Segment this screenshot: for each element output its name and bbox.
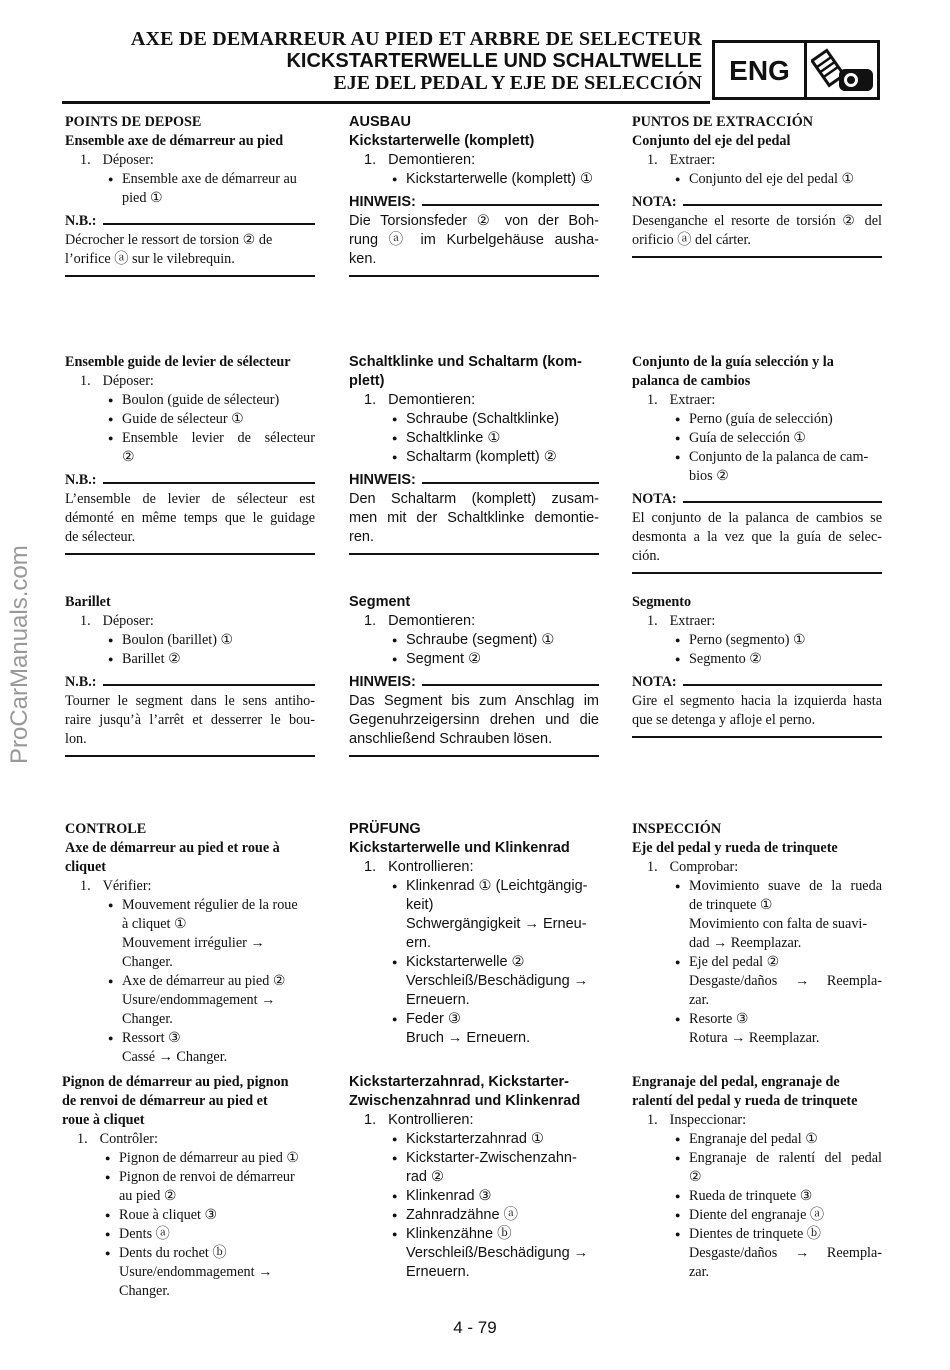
step-line: 1. Extraer: xyxy=(647,152,716,168)
subheading: Ensemble axe de démarreur au pied xyxy=(65,133,284,149)
subheading: Kickstarterwelle (komplett) xyxy=(349,133,535,149)
list-item: ● Zahnradzähne ⓐ xyxy=(349,1206,599,1225)
step-line: 1. Extraer: xyxy=(647,613,716,629)
list-item: ● Guía de selección ① xyxy=(632,429,882,448)
list-item-cont: zar. xyxy=(689,992,710,1008)
list-item-cont: zar. xyxy=(689,1264,710,1280)
subheading: plett) xyxy=(349,373,385,389)
title-spanish: EJE DEL PEDAL Y EJE DE SELECCIÓN xyxy=(333,72,702,94)
de-section-segment xyxy=(349,593,599,757)
note-text: ción. xyxy=(632,548,660,564)
note-text: orificio ⓐ del cárter. xyxy=(632,232,751,248)
list-item: ● Engranaje del pedal ① xyxy=(632,1130,882,1149)
step-line: 1. Demontieren: xyxy=(364,152,476,168)
list-item-cont: ern. xyxy=(406,935,431,951)
list-item: ● Kickstarterzahnrad ① xyxy=(349,1130,599,1149)
step-line: 1. Déposer: xyxy=(80,152,154,168)
list-item: ● Perno (segmento) ① xyxy=(632,631,882,650)
note-end-rule xyxy=(632,572,882,574)
note-end-rule xyxy=(65,275,315,277)
title-german: KICKSTARTERWELLE UND SCHALTWELLE xyxy=(286,50,702,72)
note-heading: HINWEIS: xyxy=(349,673,599,692)
note-end-rule xyxy=(632,736,882,738)
list-item: ● Conjunto de la palanca de cam- xyxy=(632,448,882,467)
note-text: men mit der Schaltklinke demontie- xyxy=(349,510,599,526)
note-end-rule xyxy=(349,755,599,757)
engine-piston-icon xyxy=(811,47,877,95)
subheading: roue à cliquet xyxy=(62,1112,145,1128)
list-item: ● Klinkenrad ① (Leichtgängig- xyxy=(349,877,599,896)
note-text: raire jusqu’à l’arrêt et desserrer le bou- xyxy=(65,712,315,728)
step-line: 1. Vérifier: xyxy=(80,878,152,894)
list-item: ● Perno (guía de selección) xyxy=(632,410,882,429)
list-item: ● Movimiento suave de la rueda xyxy=(632,877,882,896)
section-heading: CONTROLE xyxy=(65,821,147,837)
note-heading: NOTA: xyxy=(632,193,882,212)
note-text: Gire el segmento hacia la izquierda hasta xyxy=(632,693,882,709)
list-item: ● Eje del pedal ② xyxy=(632,953,882,972)
note-text: El conjunto de la palanca de cambios se xyxy=(632,510,882,526)
note-text: ken. xyxy=(349,251,377,267)
note-text: Décrocher le ressort de torsion ② de xyxy=(65,232,273,248)
subheading: Segment xyxy=(349,594,411,610)
list-item-cont: Verschleiß/Beschädigung → xyxy=(406,1245,589,1261)
list-item-cont: Mouvement irrégulier → xyxy=(122,935,265,951)
step-line: 1. Extraer: xyxy=(647,392,716,408)
note-end-rule xyxy=(349,553,599,555)
list-item-cont: dad → Reemplazar. xyxy=(689,935,802,951)
list-item: ● Dents du rochet ⓑ xyxy=(62,1244,312,1263)
note-heading: HINWEIS: xyxy=(349,471,599,490)
de-section-gears xyxy=(349,1073,599,1282)
de-section-inspection xyxy=(349,820,599,1048)
note-text: desmonta a la vez que la guía de selec- xyxy=(632,529,882,545)
note-text: lon. xyxy=(65,731,87,747)
note-text: L’ensemble de levier de sélecteur est xyxy=(65,491,315,507)
list-item-cont: Changer. xyxy=(122,954,173,970)
step-line: 1. Demontieren: xyxy=(364,392,476,408)
section-heading: AUSBAU xyxy=(349,114,412,130)
list-item-cont: Changer. xyxy=(119,1283,170,1299)
subheading: Pignon de démarreur au pied, pignon xyxy=(62,1074,289,1090)
page-number: 4 - 79 xyxy=(453,1318,497,1337)
list-item: ● Pignon de renvoi de démarreur xyxy=(62,1168,312,1187)
list-item: ● Feder ③ xyxy=(349,1010,599,1029)
list-item: ● Segment ② xyxy=(349,650,599,669)
subheading: Axe de démarreur au pied et roue à xyxy=(65,840,280,856)
es-section-gears xyxy=(632,1073,882,1282)
list-item: ● Schraube (Schaltklinke) xyxy=(349,410,599,429)
note-text: anschließend Schrauben lösen. xyxy=(349,731,553,747)
list-item: ● Klinkenzähne ⓑ xyxy=(349,1225,599,1244)
note-end-rule xyxy=(632,256,882,258)
list-item-cont: de trinquete ① xyxy=(689,897,773,913)
list-item: ● Diente del engranaje ⓐ xyxy=(632,1206,882,1225)
note-text: Desenganche el resorte de torsión ② del xyxy=(632,213,882,229)
section-badge xyxy=(712,40,880,100)
list-item: ● Resorte ③ xyxy=(632,1010,882,1029)
note-heading: HINWEIS: xyxy=(349,193,599,212)
badge-divider xyxy=(804,43,807,97)
fr-section-gears xyxy=(62,1073,312,1301)
list-item: ● Conjunto del eje del pedal ① xyxy=(632,170,882,189)
subheading: cliquet xyxy=(65,859,106,875)
list-item-cont: Movimiento con falta de suavi- xyxy=(689,916,868,932)
list-item-cont: keit) xyxy=(406,897,434,913)
section-heading: PUNTOS DE EXTRACCIÓN xyxy=(632,114,814,130)
fr-section-removal-kick-axle xyxy=(65,113,315,277)
list-item-cont: ② xyxy=(122,449,135,465)
list-item-cont: Usure/endommagement → xyxy=(119,1264,273,1280)
list-item-cont: Cassé → Changer. xyxy=(122,1049,228,1065)
list-item: ● Dientes de trinquete ⓑ xyxy=(632,1225,882,1244)
step-line: 1. Kontrollieren: xyxy=(364,1112,474,1128)
subheading: palanca de cambios xyxy=(632,373,751,389)
note-text: Den Schaltarm (komplett) zusam- xyxy=(349,491,599,507)
es-section-shift-guide xyxy=(632,353,882,574)
list-item-cont: Desgaste/daños → Reempla- xyxy=(689,973,882,989)
note-heading: N.B.: xyxy=(65,673,315,692)
page-header xyxy=(60,28,702,94)
fr-section-drum xyxy=(65,593,315,757)
section-heading: PRÜFUNG xyxy=(349,821,421,837)
note-heading: NOTA: xyxy=(632,490,882,509)
subheading: Conjunto del eje del pedal xyxy=(632,133,791,149)
subheading: Ensemble guide de levier de sélecteur xyxy=(65,354,291,370)
list-item: ● Mouvement régulier de la roue xyxy=(65,896,315,915)
note-text: Gegenuhrzeigersinn drehen und die xyxy=(349,712,599,728)
list-item: ● Schraube (segment) ① xyxy=(349,631,599,650)
list-item-cont: à cliquet ① xyxy=(122,916,187,932)
note-heading: NOTA: xyxy=(632,673,882,692)
list-item: ● Barillet ② xyxy=(65,650,315,669)
list-item-cont: Schwergängigkeit → Erneu- xyxy=(406,916,587,932)
list-item: ● Schaltarm (komplett) ② xyxy=(349,448,599,467)
subheading: de renvoi de démarreur au pied et xyxy=(62,1093,268,1109)
list-item: ● Schaltklinke ① xyxy=(349,429,599,448)
list-item-cont: Changer. xyxy=(122,1011,173,1027)
list-item: ● Guide de sélecteur ① xyxy=(65,410,315,429)
note-text: Tourner le segment dans le sens antiho- xyxy=(65,693,315,709)
list-item-cont: pied ① xyxy=(122,190,163,206)
step-line: 1. Déposer: xyxy=(80,613,154,629)
list-item: ● Engranaje de ralentí del pedal xyxy=(632,1149,882,1168)
subheading: Kickstarterwelle und Klinkenrad xyxy=(349,840,570,856)
list-item: ● Kickstarterwelle (komplett) ① xyxy=(349,170,599,189)
subheading: Barillet xyxy=(65,594,111,610)
list-item-cont: bios ② xyxy=(689,468,729,484)
list-item-cont: Verschleiß/Beschädigung → xyxy=(406,973,589,989)
step-line: 1. Demontieren: xyxy=(364,613,476,629)
fr-section-inspection xyxy=(65,820,315,1067)
list-item: ● Boulon (guide de sélecteur) xyxy=(65,391,315,410)
list-item: ● Ressort ③ xyxy=(65,1029,315,1048)
title-french: AXE DE DEMARREUR AU PIED ET ARBRE DE SELECTEUR xyxy=(130,28,702,50)
section-badge-label: ENG xyxy=(729,55,790,86)
es-section-segment xyxy=(632,593,882,738)
subheading: Eje del pedal y rueda de trinquete xyxy=(632,840,838,856)
list-item-cont: au pied ② xyxy=(119,1188,177,1204)
list-item-cont: ② xyxy=(689,1169,702,1185)
note-end-rule xyxy=(65,553,315,555)
step-line: 1. Inspeccionar: xyxy=(647,1112,747,1128)
es-section-removal-kick-axle xyxy=(632,113,882,258)
subheading: ralentí del pedal y rueda de trinquete xyxy=(632,1093,858,1109)
note-text: de sélecteur. xyxy=(65,529,136,545)
list-item: ● Segmento ② xyxy=(632,650,882,669)
list-item: ● Roue à cliquet ③ xyxy=(62,1206,312,1225)
de-section-removal-kick-axle xyxy=(349,113,599,277)
note-text: rung ⓐ im Kurbelgehäuse ausha- xyxy=(349,232,599,248)
list-item-cont: Erneuern. xyxy=(406,1264,470,1280)
subheading: Engranaje del pedal, engranaje de xyxy=(632,1074,840,1090)
note-end-rule xyxy=(349,275,599,277)
list-item: ● Kickstarter-Zwischenzahn- xyxy=(349,1149,599,1168)
note-heading: N.B.: xyxy=(65,212,315,231)
watermark: ProCarManuals.com xyxy=(6,545,33,764)
note-end-rule xyxy=(65,755,315,757)
header-rule xyxy=(62,101,710,104)
subheading: Segmento xyxy=(632,594,692,610)
subheading: Conjunto de la guía selección y la xyxy=(632,354,834,370)
note-text: ren. xyxy=(349,529,374,545)
step-line: 1. Kontrollieren: xyxy=(364,859,474,875)
subheading: Schaltklinke und Schaltarm (kom- xyxy=(349,354,582,370)
list-item-cont: Bruch → Erneuern. xyxy=(406,1030,531,1046)
list-item: ● Kickstarterwelle ② xyxy=(349,953,599,972)
list-item-cont: Desgaste/daños → Reempla- xyxy=(689,1245,882,1261)
fr-section-shift-guide xyxy=(65,353,315,555)
list-item-cont: Erneuern. xyxy=(406,992,470,1008)
section-heading: POINTS DE DEPOSE xyxy=(65,114,202,130)
list-item: ● Ensemble levier de sélecteur xyxy=(65,429,315,448)
step-line: 1. Déposer: xyxy=(80,373,154,389)
list-item: ● Boulon (barillet) ① xyxy=(65,631,315,650)
list-item: ● Klinkenrad ③ xyxy=(349,1187,599,1206)
note-text: Das Segment bis zum Anschlag im xyxy=(349,693,599,709)
list-item: ● Ensemble axe de démarreur au xyxy=(65,170,315,189)
note-text: Die Torsionsfeder ② von der Boh- xyxy=(349,213,599,229)
list-item: ● Dents ⓐ xyxy=(62,1225,312,1244)
list-item-cont: rad ② xyxy=(406,1169,444,1185)
list-item-cont: Rotura → Reemplazar. xyxy=(689,1030,820,1046)
note-text: l’orifice ⓐ sur le vilebrequin. xyxy=(65,251,235,267)
list-item-cont: Usure/endommagement → xyxy=(122,992,276,1008)
note-text: démonté en même temps que le guidage xyxy=(65,510,315,526)
de-section-shift-pawl xyxy=(349,353,599,555)
list-item: ● Axe de démarreur au pied ② xyxy=(65,972,315,991)
list-item: ● Rueda de trinquete ③ xyxy=(632,1187,882,1206)
es-section-inspection xyxy=(632,820,882,1048)
note-heading: N.B.: xyxy=(65,471,315,490)
subheading: Kickstarterzahnrad, Kickstarter- xyxy=(349,1074,570,1090)
note-text: que se detenga y afloje el perno. xyxy=(632,712,816,728)
section-heading: INSPECCIÓN xyxy=(632,821,722,837)
step-line: 1. Comprobar: xyxy=(647,859,739,875)
subheading: Zwischenzahnrad und Klinkenrad xyxy=(349,1093,581,1109)
list-item: ● Pignon de démarreur au pied ① xyxy=(62,1149,312,1168)
step-line: 1. Contrôler: xyxy=(77,1131,158,1147)
